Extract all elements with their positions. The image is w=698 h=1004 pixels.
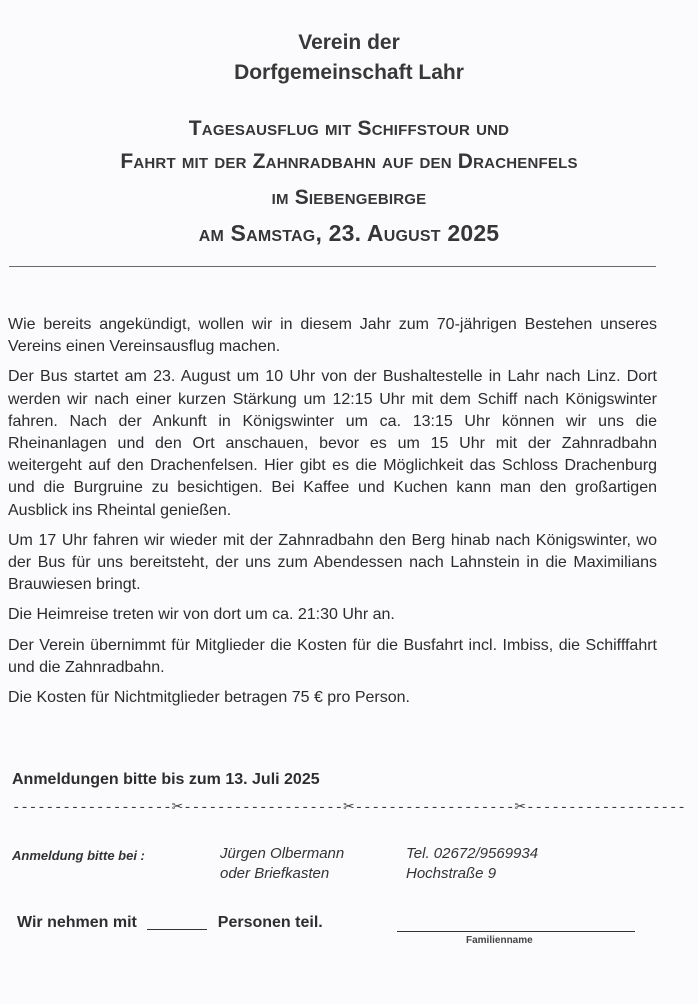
club-name-line1: Verein der <box>298 31 400 54</box>
contact-alternative: oder Briefkasten <box>220 865 330 882</box>
count-suffix: Personen teil. <box>217 914 323 931</box>
paragraph-intro: Wie bereits angekündigt, wollen wir in diesem Jahr zum 70-jährigen Bestehen unseres Vereins einen Vereinsausflug machen. <box>8 316 657 356</box>
paragraph-itinerary: Der Bus startet am 23. August um 10 Uhr von der Bushaltestelle in Lahr nach Linz. Dort werden wir nach einer kurzen Stärkung um 12:15 Uhr mit dem Schiff nach Königswinter fahren. Nach der Ankunft in Königswinter um ca. 13:15 Uhr können wir uns die Rheinanlagen und den Ort anschauen, bevor es um 15 Uhr mit der Zahnradbahn weitergeht auf den Drachenfelsen. Hier gibt es die Möglichkeit das Schloss Drachenburg und die Burgruine zu besichtigen. Bei Kaffee und Kuchen kann man den großartigen Ausblick ins Rheintal genießen. <box>8 368 657 519</box>
event-date: am Samstag, 23. August 2025 <box>198 220 500 246</box>
registration-label: Anmeldung bitte bei : <box>12 848 145 863</box>
cut-line <box>12 799 686 819</box>
family-name-line[interactable] <box>397 931 635 932</box>
scissors-icon: ✂ <box>171 799 184 815</box>
club-name-line2: Dorfgemeinschaft Lahr <box>234 61 464 84</box>
participant-count-row <box>17 914 323 932</box>
event-title-line3: im Siebengebirge <box>271 186 427 209</box>
count-prefix: Wir nehmen mit <box>17 914 137 931</box>
scissors-icon: ✂ <box>514 799 527 815</box>
paragraph-nonmember-costs: Die Kosten für Nichtmitglieder betragen 75 € pro Person. <box>8 689 410 707</box>
header-divider <box>9 266 656 267</box>
registration-contact-details <box>406 844 538 884</box>
contact-phone: Tel. 02672/9569934 <box>406 845 539 862</box>
paragraph-member-costs: Der Verein übernimmt für Mitglieder die Kosten für die Busfahrt incl. Imbiss, die Schifffahrt und die Zahnradbahn. <box>8 636 657 676</box>
dash-segment: ------------------- <box>183 800 344 816</box>
dash-segment: ------------------- <box>526 800 686 816</box>
dash-segment: ------------------- <box>354 800 515 816</box>
paragraph-departure-home: Die Heimreise treten wir von dort um ca. 21:30 Uhr an. <box>8 606 395 624</box>
event-title-line1: Tagesausflug mit Schiffstour und <box>188 117 510 140</box>
scissors-icon: ✂ <box>343 799 355 815</box>
event-title-line2: Fahrt mit der Zahnradbahn auf den Drachenfels <box>120 150 578 173</box>
dash-segment: ------------------- <box>12 800 172 816</box>
announcement-body <box>8 314 657 717</box>
registration-deadline: Anmeldungen bitte bis zum 13. Juli 2025 <box>12 771 320 788</box>
paragraph-return: Um 17 Uhr fahren wir wieder mit der Zahnradbahn den Berg hinab nach Königswinter, wo der Bus für uns bereitsteht, der uns zum Abendessen nach Lahnstein in die Maximilians Brauwiesen bringt. <box>8 531 657 594</box>
contact-name: Jürgen Olbermann <box>220 845 345 862</box>
family-name-caption: Familienname <box>466 935 533 946</box>
participant-count-blank[interactable] <box>147 915 207 930</box>
registration-contact-name <box>220 844 344 884</box>
contact-address: Hochstraße 9 <box>406 865 497 882</box>
